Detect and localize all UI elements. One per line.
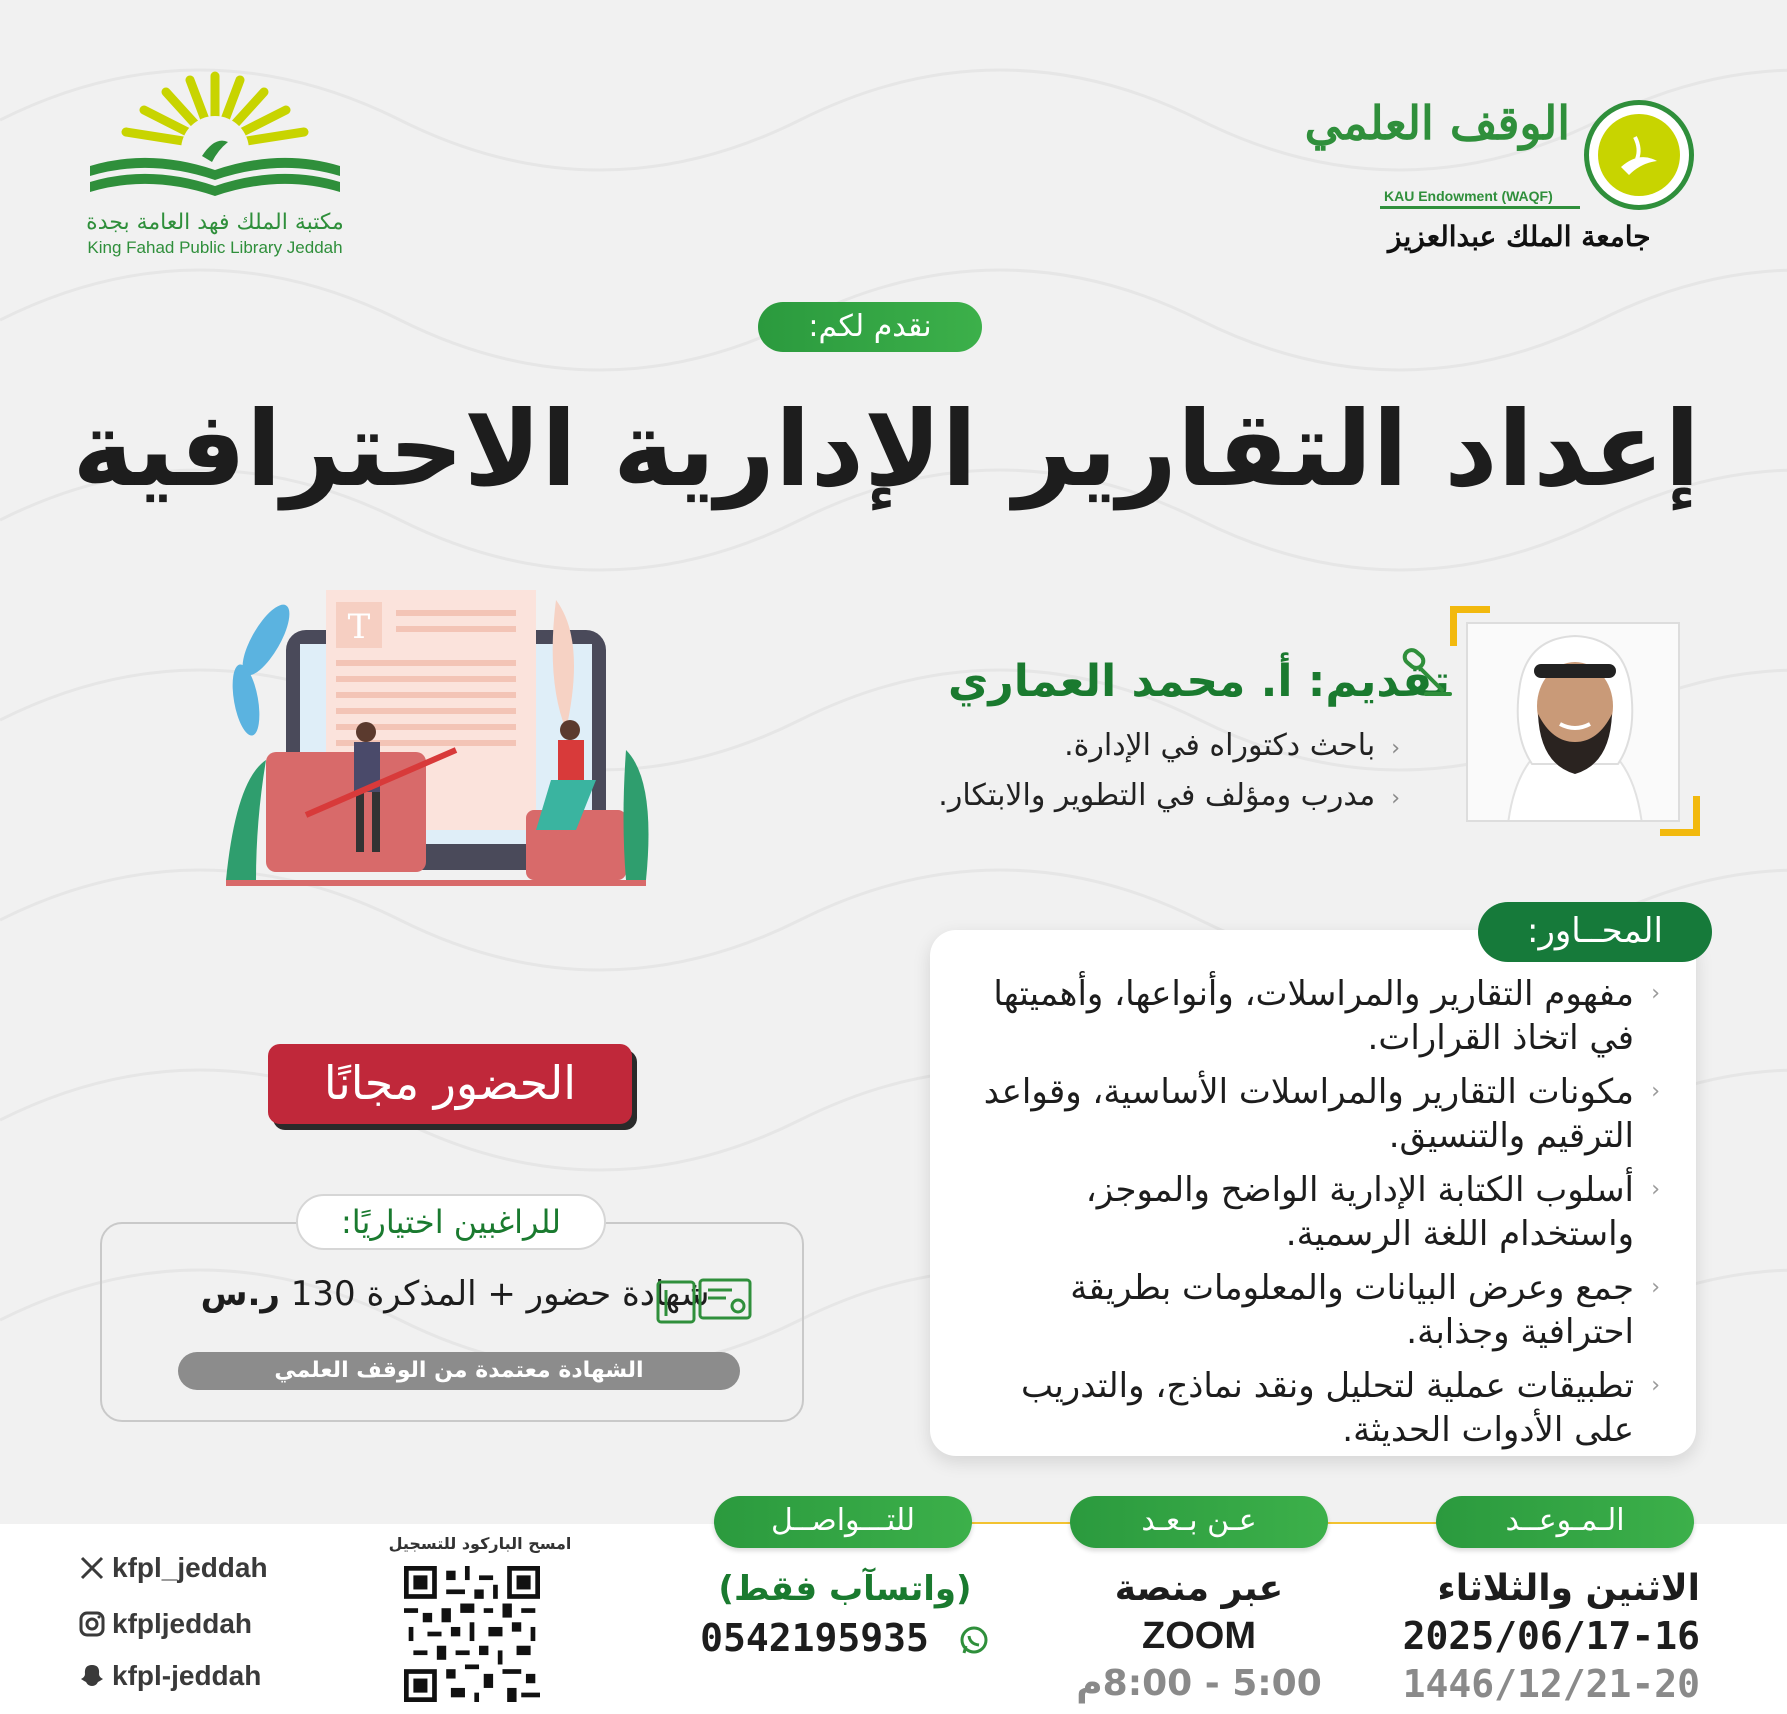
free-attendance-badge: الحضور مجانًا	[268, 1044, 632, 1124]
writing-illustration	[226, 580, 676, 910]
snapchat-icon	[78, 1662, 106, 1690]
axis-text: تطبيقات عملية لتحليل ونقد نماذج، والتدريب على الأدوات الحديثة.	[1020, 1366, 1634, 1450]
session-time: 5:00 - 8:00م	[1076, 1663, 1322, 1704]
waqf-logo	[1304, 96, 1710, 266]
snapchat-handle[interactable]: kfpl-jeddah	[112, 1660, 262, 1691]
page-title: إعداد التقارير الإدارية الاحترافية	[72, 388, 1700, 510]
axes-list	[980, 972, 1660, 1462]
social-x-link[interactable]	[78, 1552, 338, 1584]
schedule-details	[1380, 1566, 1700, 1708]
axis-text: مفهوم التقارير والمراسلات، وأنواعها، وأهميتها في اتخاذ القرارات.	[993, 974, 1634, 1058]
platform-line: عبر منصة	[1114, 1568, 1284, 1609]
certificate-icon	[654, 1276, 754, 1326]
optional-tag: للراغبين اختياريًا:	[296, 1194, 606, 1250]
list-item: ‹ أسلوب الكتابة الإدارية الواضح والموجز، واستخدام اللغة الرسمية.	[980, 1168, 1660, 1256]
certificate-text: شهادة حضور + المذكرة 130	[290, 1274, 710, 1314]
remote-details	[1070, 1566, 1328, 1708]
phone-number[interactable]: 0542195935	[700, 1616, 929, 1660]
axis-text: جمع وعرض البيانات والمعلومات بطريقة احترافية وجذابة.	[1070, 1268, 1634, 1352]
divider	[970, 1522, 1070, 1524]
axis-text: أسلوب الكتابة الإدارية الواضح والموجز، واستخدام اللغة الرسمية.	[1085, 1170, 1634, 1254]
presenter-photo-frame	[1450, 606, 1700, 836]
open-book-sun-icon	[80, 66, 350, 206]
contact-label: للتـــواصــل	[714, 1496, 972, 1548]
divider	[1328, 1522, 1436, 1524]
whatsapp-icon	[958, 1625, 990, 1657]
instagram-handle[interactable]: kfpljeddah	[112, 1608, 253, 1639]
certificate-note: الشهادة معتمدة من الوقف العلمي	[178, 1352, 740, 1390]
axis-text: مكونات التقارير والمراسلات الأساسية، وقواعد الترقيم والتنسيق.	[983, 1072, 1634, 1156]
social-instagram-link[interactable]	[78, 1608, 338, 1640]
phone-link[interactable]	[700, 1612, 990, 1664]
instagram-icon	[78, 1610, 106, 1638]
presenter-name: تقديم: أ. محمد العماري	[948, 656, 1450, 707]
riyal-currency: ر.س	[200, 1274, 280, 1314]
divider	[1380, 206, 1580, 209]
kfpl-name-en: King Fahad Public Library Jeddah	[87, 238, 343, 257]
schedule-hijri: 1446/12/21-20	[1402, 1662, 1700, 1706]
contact-details	[700, 1566, 990, 1664]
svg-text:T: T	[347, 607, 371, 647]
list-item: ‹ تطبيقات عملية لتحليل ونقد نماذج، والتدريب على الأدوات الحديثة.	[980, 1364, 1660, 1452]
presenter-bio-item: ‹باحث دكتوراه في الإدارة.	[1064, 728, 1400, 763]
list-item: ‹ جمع وعرض البيانات والمعلومات بطريقة احترافية وجذابة.	[980, 1266, 1660, 1354]
contact-note: (واتسآب فقط)	[718, 1569, 972, 1609]
kau-name-ar: جامعة الملك عبدالعزيز	[1388, 220, 1651, 253]
social-snapchat-link[interactable]	[78, 1660, 338, 1692]
intro-badge: نقدم لكم:	[758, 302, 982, 352]
presenter-bio-item: ‹مدرب ومؤلف في التطوير والابتكار.	[938, 778, 1400, 813]
kfpl-logo	[80, 66, 380, 266]
list-item: ‹ مكونات التقارير والمراسلات الأساسية، وقواعد الترقيم والتنسيق.	[980, 1070, 1660, 1158]
x-handle[interactable]: kfpl_jeddah	[112, 1552, 268, 1583]
list-item: ‹ مفهوم التقارير والمراسلات، وأنواعها، وأهميتها في اتخاذ القرارات.	[980, 972, 1660, 1060]
bio-text: باحث دكتوراه في الإدارة.	[1064, 728, 1376, 763]
waqf-emblem-icon	[1584, 100, 1694, 210]
microphone-icon	[1396, 644, 1452, 700]
remote-label: عـن بـعـد	[1070, 1496, 1328, 1548]
axes-label: المحــاور:	[1478, 902, 1712, 962]
schedule-label: الـمـوعــد	[1436, 1496, 1694, 1548]
waqf-name-ar: الوقف العلمي	[1304, 96, 1570, 150]
x-icon	[78, 1554, 106, 1582]
schedule-days: الاثنين والثلاثاء	[1437, 1568, 1700, 1609]
bio-text: مدرب ومؤلف في التطوير والابتكار.	[938, 778, 1376, 813]
kfpl-name-ar: مكتبة الملك فهد العامة بجدة	[86, 210, 344, 235]
schedule-gregorian: 2025/06/17-16	[1402, 1614, 1700, 1658]
presenter-photo	[1466, 622, 1680, 822]
waqf-name-en: KAU Endowment (WAQF)	[1384, 188, 1553, 204]
platform-name: ZOOM	[1142, 1615, 1256, 1657]
registration-qr-code[interactable]	[404, 1566, 540, 1702]
qr-caption: امسح الباركود للتسجيل	[388, 1534, 572, 1553]
